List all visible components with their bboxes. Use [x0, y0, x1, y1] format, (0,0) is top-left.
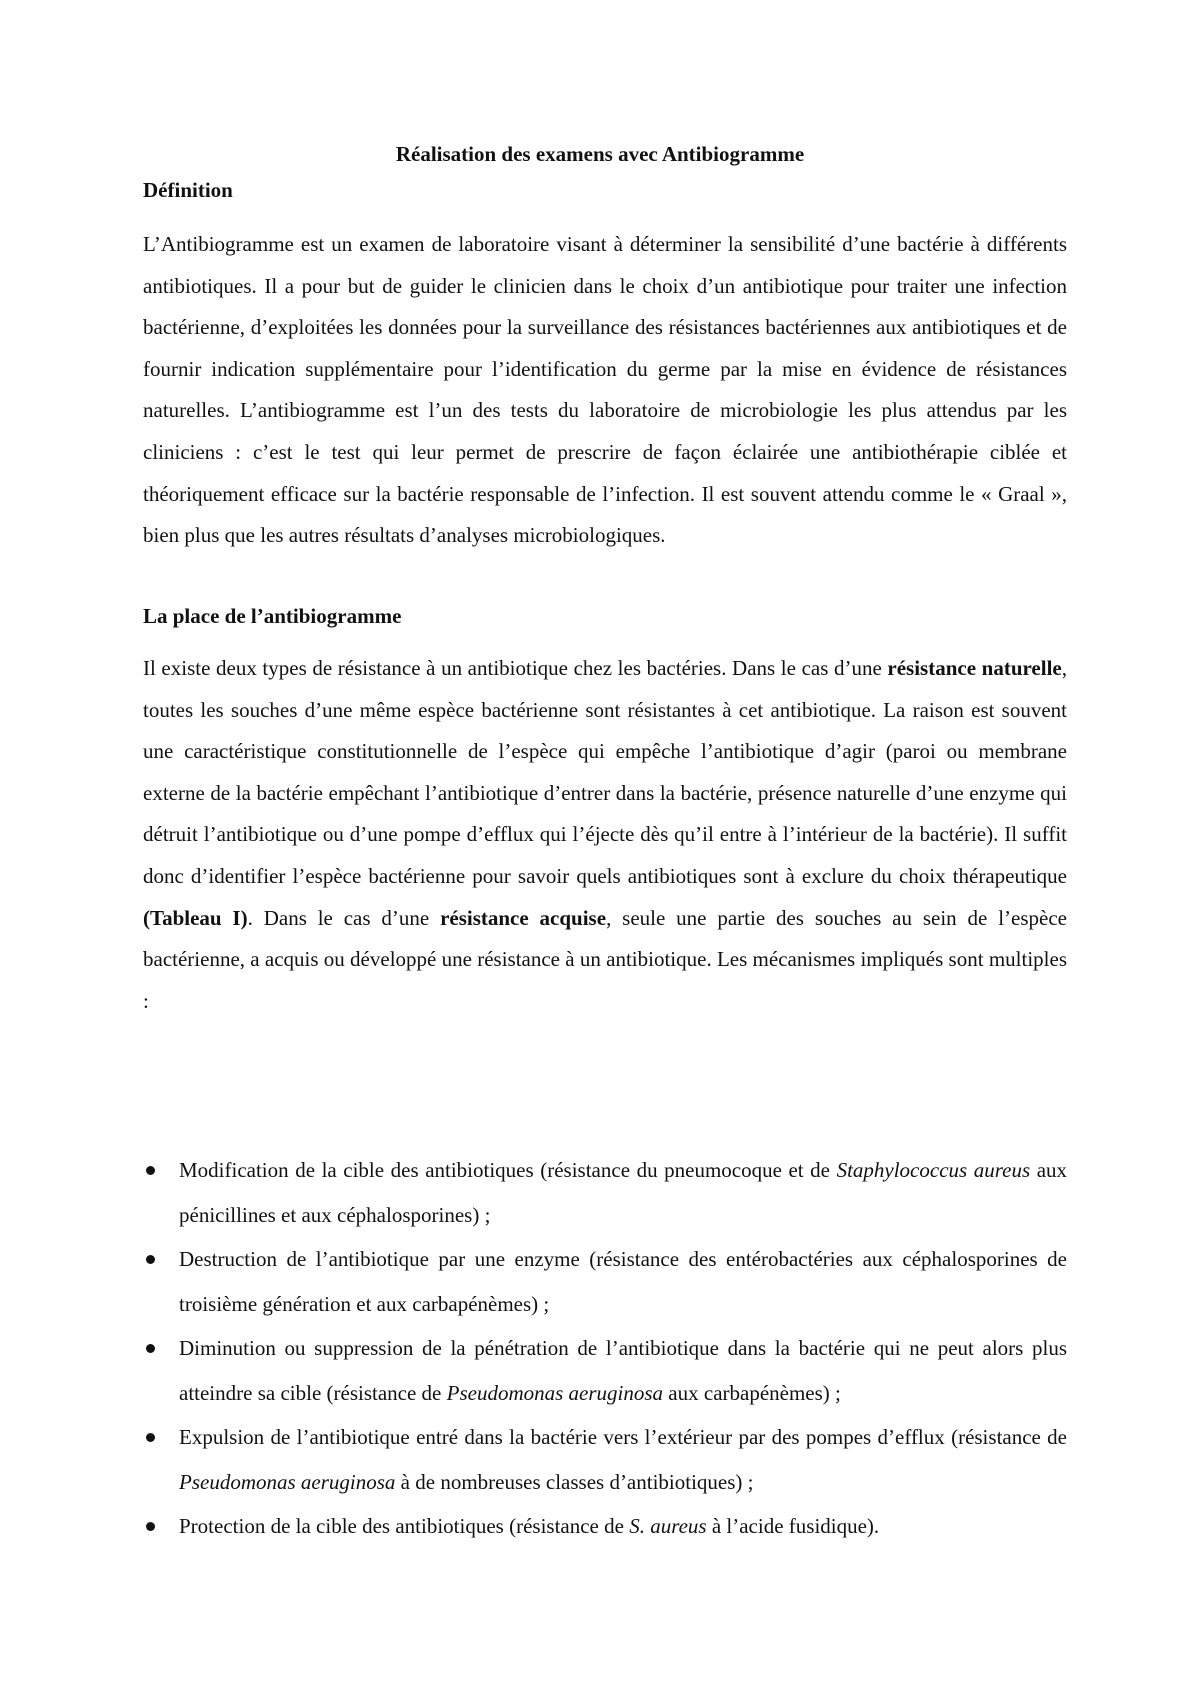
place-paragraph: [143, 648, 1067, 1022]
term-resistance-acquise: résistance acquise: [440, 905, 607, 930]
list-item-text: Protection de la cible des antibiotiques (résistance de: [179, 1514, 630, 1538]
list-item-text: Expulsion de l’antibiotique entré dans la bactérie vers l’extérieur par des pompes d’efflux (résistance de: [179, 1425, 1067, 1449]
bullet-icon: [146, 1166, 155, 1175]
list-item: [143, 1326, 1067, 1415]
list-item-text: à l’acide fusidique).: [706, 1514, 880, 1538]
term-resistance-naturelle: résistance naturelle: [887, 656, 1062, 680]
mechanisms-list: [143, 1148, 1067, 1549]
document-title: Réalisation des examens avec Antibiogramme: [395, 142, 805, 166]
list-item-text: aux pénicillines et aux céphalosporines) ;: [179, 1158, 1068, 1227]
species-name: Staphylococcus aureus: [836, 1158, 1031, 1182]
list-item: [143, 1237, 1067, 1326]
bullet-icon: [146, 1344, 155, 1353]
definition-paragraph: L’Antibiogramme est un examen de laboratoire visant à déterminer la sensibilité d’une bactérie à différents antibiotiques. Il a pour but de guider le clinicien dans le choix d’un antibiotique pour traiter une infection bactérienne, d’exploitées les données pour la surveillance des résistances bactériennes aux antibiotiques et de fournir indication supplémentaire pour l’identification du germe par la mise en évidence de résistances naturelles. L’antibiogramme est l’un des tests du laboratoire de microbiologie les plus attendus par les cliniciens : c’est le test qui leur permet de prescrire de façon éclairée une antibiothérapie ciblée et théoriquement efficace sur la bactérie responsable de l’infection. Il est souvent attendu comme le « Graal », bien plus que les autres résultats d’analyses microbiologiques.: [143, 232, 1067, 548]
list-item: [143, 1415, 1067, 1504]
section-heading-place: La place de l’antibiogramme: [143, 604, 402, 628]
section-heading-definition: Définition: [143, 178, 233, 202]
list-item: [143, 1148, 1067, 1237]
list-item-text: Modification de la cible des antibiotiques (résistance du pneumocoque et de: [179, 1158, 837, 1182]
species-name: Pseudomonas aeruginosa: [179, 1469, 396, 1494]
bullet-icon: [146, 1522, 155, 1531]
species-name: S. aureus: [629, 1514, 707, 1538]
list-item-text: à de nombreuses classes d’antibiotiques) ;: [395, 1469, 754, 1494]
place-text-2: , toutes les souches d’une même espèce bactérienne sont résistantes à cet antibiotique. La raison est souvent une caractéristique constitutionnelle de l’espèce qui empêche l’antibiotique d’agir (paroi ou membrane externe de la bactérie empêchant l’antibiotique d’entrer dans la bactérie, présence naturelle d’une enzyme qui détruit l’antibiotique ou d’une pompe d’efflux qui l’éjecte dès qu’il entre à l’intérieur de la bactérie). Il suffit donc d’identifier l’espèce bactérienne pour savoir quels antibiotiques sont à exclure du choix thérapeutique: [143, 656, 1067, 888]
place-text-4: , seule une partie des souches au sein de l’espèce bactérienne, a acquis ou développé une résistance à un antibiotique. Les mécanismes impliqués sont multiples :: [143, 905, 1067, 1013]
list-item-text: aux carbapénèmes) ;: [663, 1380, 841, 1405]
table-reference: (Tableau I): [143, 905, 248, 930]
place-text-3: . Dans le cas d’une: [247, 905, 441, 930]
list-item-text: Destruction de l’antibiotique par une enzyme (résistance des entérobactéries aux céphalosporines de troisième génération et aux carbapénèmes) ;: [179, 1247, 1067, 1316]
bullet-icon: [146, 1433, 155, 1442]
species-name: Pseudomonas aeruginosa: [446, 1380, 664, 1405]
place-text-1: Il existe deux types de résistance à un antibiotique chez les bactéries. Dans le cas d’une: [143, 656, 888, 680]
list-item: [143, 1504, 1067, 1549]
bullet-icon: [146, 1255, 155, 1264]
list-item-text: Diminution ou suppression de la pénétration de l’antibiotique dans la bactérie qui ne peut alors plus atteindre sa cible (résistance de: [179, 1336, 1067, 1405]
